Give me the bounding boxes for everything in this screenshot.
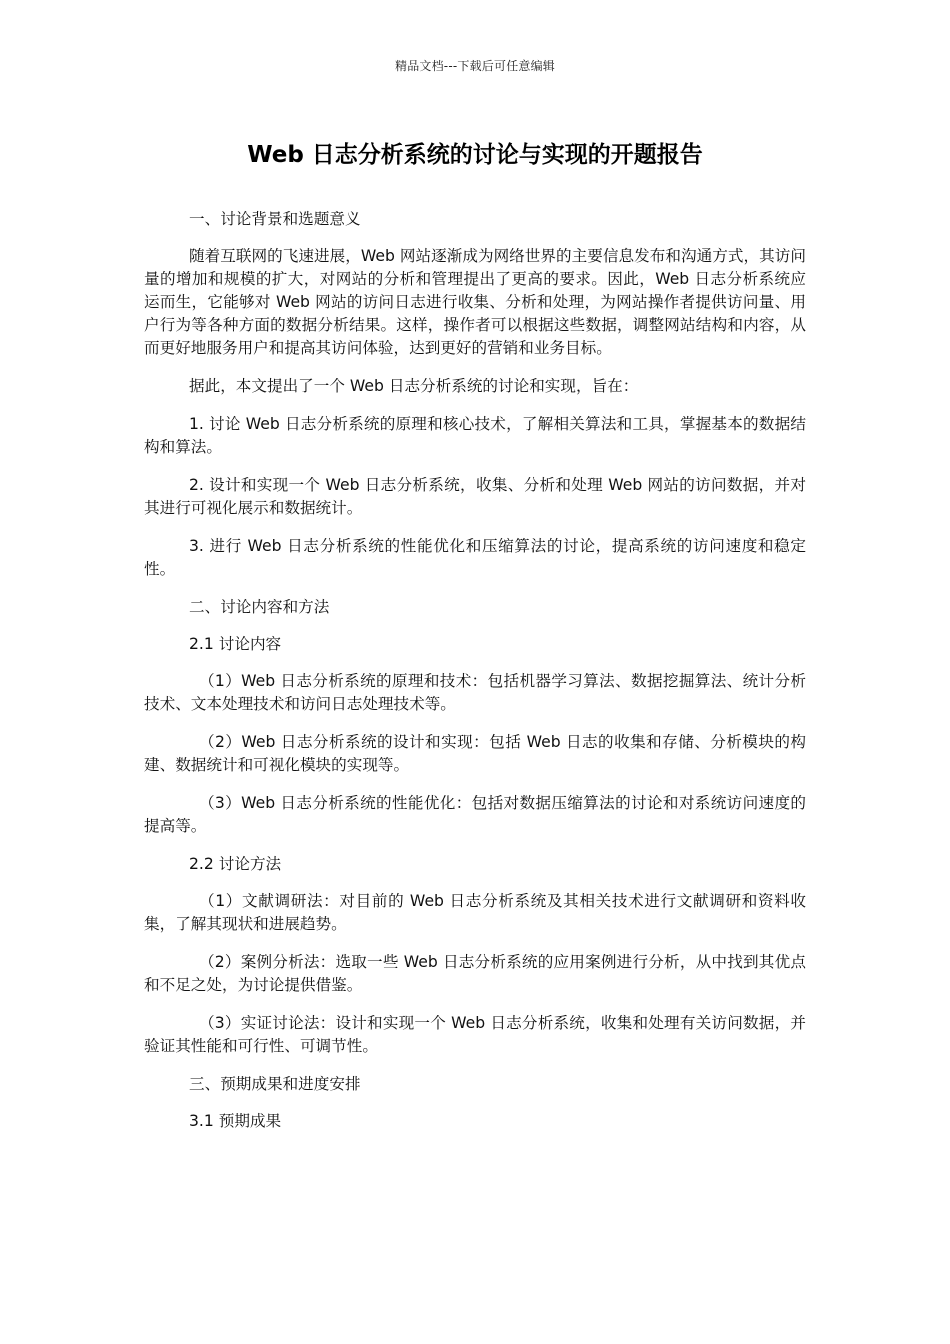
document-title: Web 日志分析系统的讨论与实现的开题报告 xyxy=(247,142,703,168)
aim-item-1: 1. 讨论 Web 日志分析系统的原理和核心技术，了解相关算法和工具，掌握基本的数据结构和算法。 xyxy=(144,415,806,456)
method-item-2: （2）案例分析法：选取一些 Web 日志分析系统的应用案例进行分析，从中找到其优点和不足之处，为讨论提供借鉴。 xyxy=(144,953,806,994)
content-item-2: （2）Web 日志分析系统的设计和实现：包括 Web 日志的收集和存储、分析模块的构建、数据统计和可视化模块的实现等。 xyxy=(144,733,806,774)
section-heading-content-methods: 二、讨论内容和方法 xyxy=(189,598,330,616)
paragraph-aim-intro: 据此，本文提出了一个 Web 日志分析系统的讨论和实现，旨在： xyxy=(189,377,639,395)
content-item-1: （1）Web 日志分析系统的原理和技术：包括机器学习算法、数据挖掘算法、统计分析技术、文本处理技术和访问日志处理技术等。 xyxy=(144,672,806,713)
section-heading-outcomes-schedule: 三、预期成果和进度安排 xyxy=(189,1075,361,1093)
aim-item-2: 2. 设计和实现一个 Web 日志分析系统，收集、分析和处理 Web 网站的访问数据，并对其进行可视化展示和数据统计。 xyxy=(144,476,806,517)
subsection-heading-outcomes: 3.1 预期成果 xyxy=(189,1112,282,1130)
document-body xyxy=(144,208,806,1147)
aim-item-3: 3. 进行 Web 日志分析系统的性能优化和压缩算法的讨论，提高系统的访问速度和稳定性。 xyxy=(144,537,806,578)
section-heading-background: 一、讨论背景和选题意义 xyxy=(189,210,361,228)
paragraph-background: 随着互联网的飞速进展，Web 网站逐渐成为网络世界的主要信息发布和沟通方式，其访问量的增加和规模的扩大，对网站的分析和管理提出了更高的要求。因此，Web 日志分析系统应运而生，它能够对 Web 网站的访问日志进行收集、分析和处理，为网站操作者提供访问量、用户行为等各种方面的数据分析结果。这样，操作者可以根据这些数据，调整网站结构和内容，从而更好地服务用户和提高其访问体验，达到更好的营销和业务目标。 xyxy=(144,247,806,357)
header-note: 精品文档---下载后可任意编辑 xyxy=(395,59,555,73)
method-item-3: （3）实证讨论法：设计和实现一个 Web 日志分析系统，收集和处理有关访问数据，并验证其性能和可行性、可调节性。 xyxy=(144,1014,806,1055)
subsection-heading-content: 2.1 讨论内容 xyxy=(189,635,282,653)
subsection-heading-methods: 2.2 讨论方法 xyxy=(189,855,282,873)
content-item-3: （3）Web 日志分析系统的性能优化：包括对数据压缩算法的讨论和对系统访问速度的提高等。 xyxy=(144,794,806,835)
method-item-1: （1）文献调研法：对目前的 Web 日志分析系统及其相关技术进行文献调研和资料收集，了解其现状和进展趋势。 xyxy=(144,892,806,933)
